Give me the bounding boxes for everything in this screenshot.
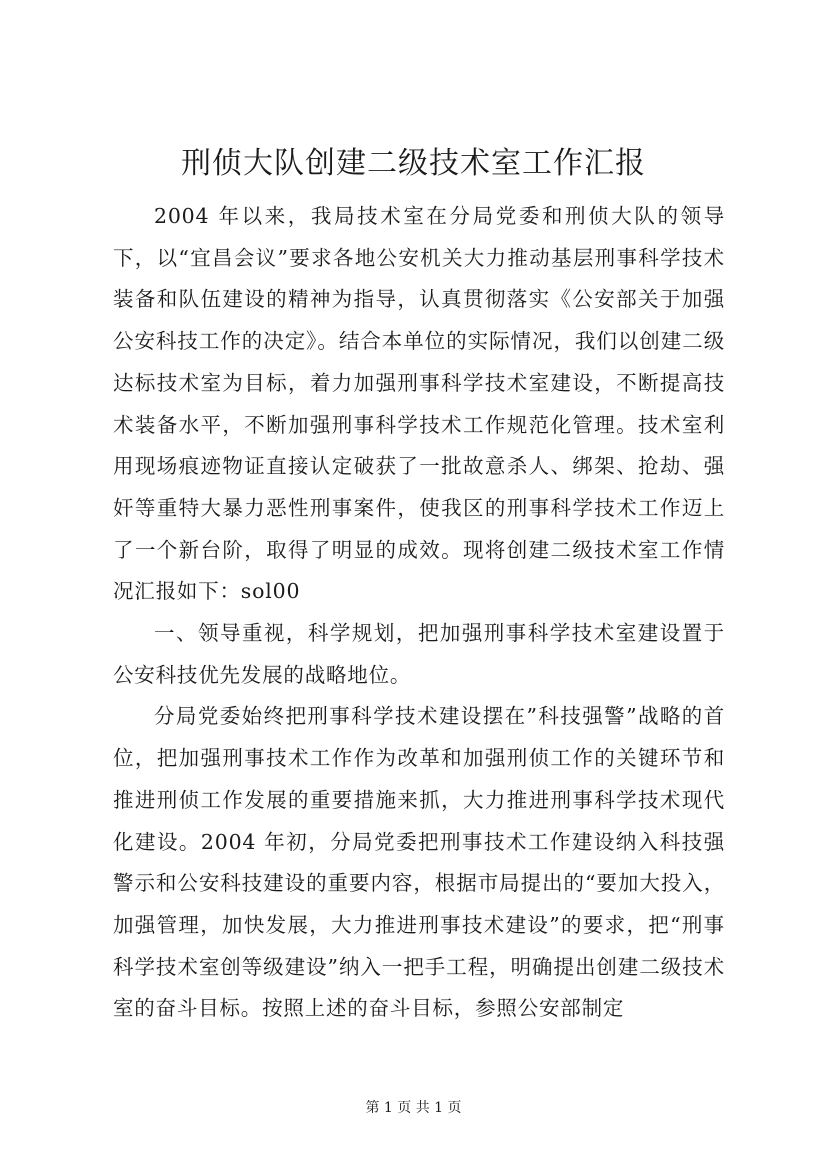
document-body xyxy=(113,196,725,1030)
paragraph-intro: 2004 年以来，我局技术室在分局党委和刑侦大队的领导下，以“宜昌会议”要求各地公安机关大力推动基层刑事科学技术装备和队伍建设的精神为指导，认真贯彻落实《公安部关于加强公安科技工作的决定》。结合本单位的实际情况，我们以创建二级达标技术室为目标，着力加强刑事科学技术室建设，不断提高技术装备水平，不断加强刑事科学技术工作规范化管理。技术室利用现场痕迹物证直接认定破获了一批故意杀人、绑架、抢劫、强奸等重特大暴力恶性刑事案件，使我区的刑事科学技术工作迈上了一个新台阶，取得了明显的成效。现将创建二级技术室工作情况汇报如下：sol00 xyxy=(113,204,725,604)
paragraph-section-one-body: 分局党委始终把刑事科学技术建设摆在”科技强警”战略的首位，把加强刑事技术工作作为改革和加强刑侦工作的关键环节和推进刑侦工作发展的重要措施来抓，大力推进刑事科学技术现代化建设。2004 年初，分局党委把刑事技术工作建设纳入科技强警示和公安科技建设的重要内容，根据市局提出的“要加大投入，加强管理，加快发展，大力推进刑事技术建设”的要求，把“刑事科学技术室创等级建设”纳入一把手工程，明确提出创建二级技术室的奋斗目标。按照上述的奋斗目标，参照公安部制定 xyxy=(113,704,725,1021)
paragraph-section-one-heading: 一、领导重视，科学规划，把加强刑事科学技术室建设置于公安科技优先发展的战略地位。 xyxy=(113,621,725,687)
document-title: 刑侦大队创建二级技术室工作汇报 xyxy=(181,146,646,181)
page-footer: 第 1 页 共 1 页 xyxy=(365,1100,462,1116)
